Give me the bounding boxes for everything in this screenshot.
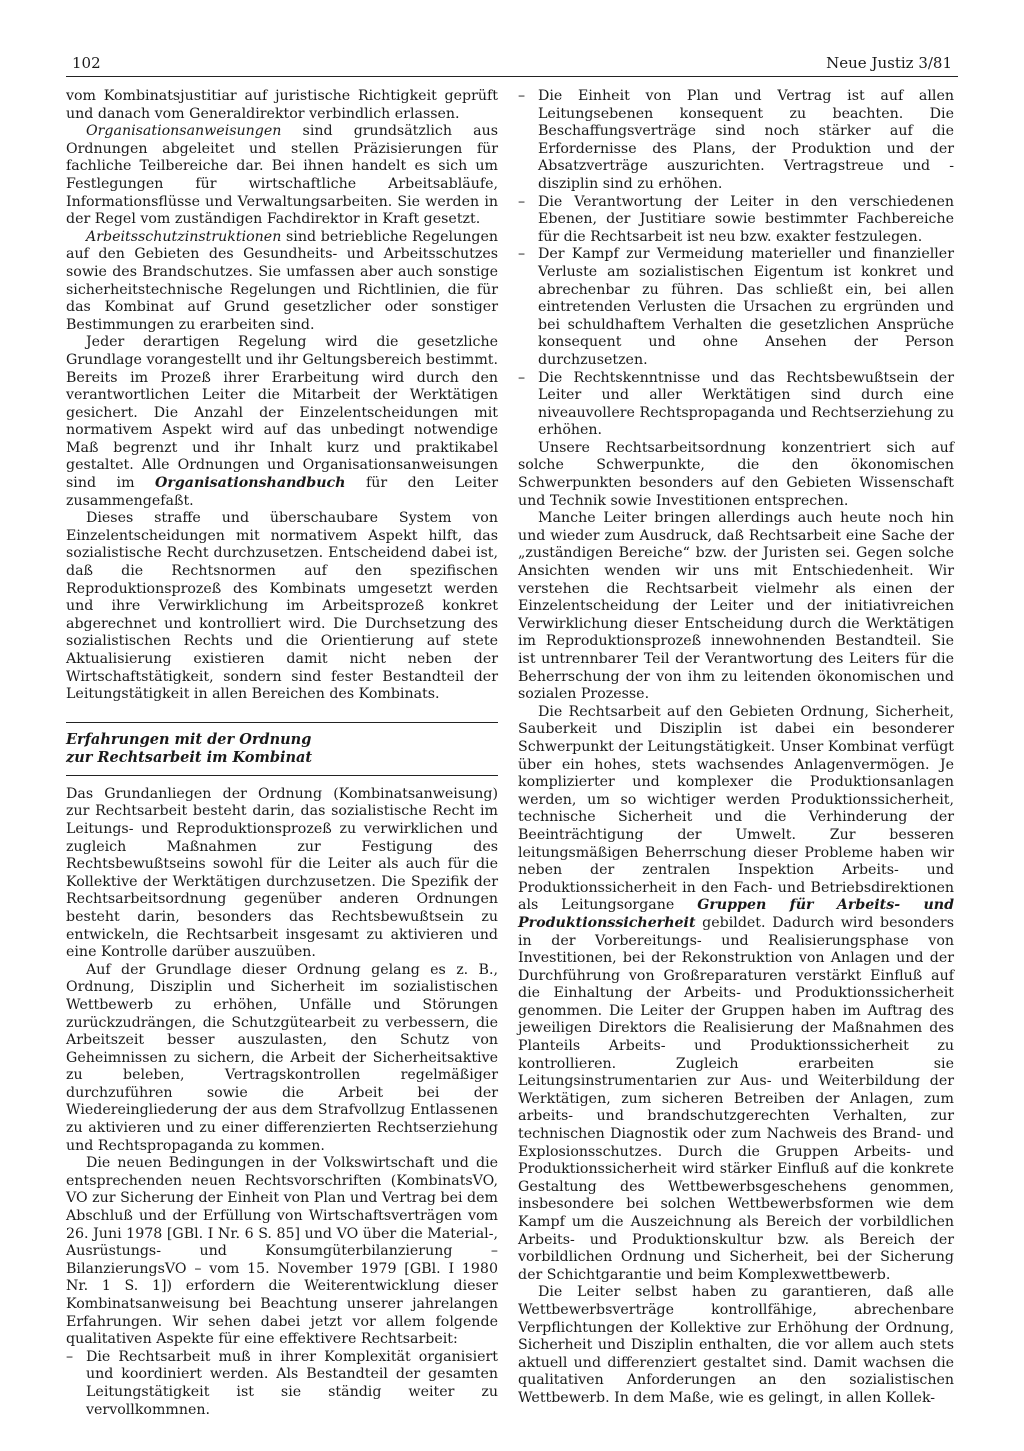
paragraph-3-text: sind betriebliche Regelungen auf den Gebieten des Gesundheits- und Arbeitsschutzes sowie des Brandschutzes. Sie umfassen aber auch sonstige sicherheitstechnische Regelungen und Richtlinien, die für das Kombinat auf Grund gesetzlicher oder sonstiger Bestimmungen zu erarbeiten sind.	[66, 228, 498, 333]
paragraph-4-text-a: Jeder derartigen Regelung wird die gesetzliche Grundlage vorangestellt und ihr Geltungsbereich bestimmt. Bereits im Prozeß ihrer Erarbeitung wird durch den verantwortlichen Leiter die Mitarbeit der Werktätigen gesichert. Die Anzahl der Einzelentscheidungen mit normativem Aspekt wird auf das unbedingt notwendige Maß begrenzt und ihr Inhalt kurz und praktikabel gestaltet. Alle Ordnungen und Organisationsanweisungen sind im	[66, 334, 498, 492]
dash-marker: –	[518, 193, 526, 210]
bullet-item-4-text: Der Kampf zur Vermeidung materieller und finanzieller Verluste am sozialistischen Eigentum ist konkret und abrechenbar zu führen. Das schließt ein, bei allen eintretenden Verlusten die Ursachen zu ergründen und bei schuldhaftem Verhalten die gesetzlichen Ansprüche konsequent und ohne Ansehen der Person durchzusetzen.	[538, 246, 954, 368]
bullet-item-4	[518, 246, 954, 369]
paragraph-arbeitsschutzinstruktionen	[66, 229, 498, 335]
dash-marker: –	[518, 88, 526, 104]
section-heading-line-1: Erfahrungen mit der Ordnung	[66, 730, 312, 748]
bullet-item-5	[518, 370, 954, 440]
dash-marker: –	[518, 246, 526, 263]
journal-issue: Neue Justiz 3/81	[826, 54, 952, 72]
term-organisationshandbuch: Organisationshandbuch	[155, 475, 346, 492]
section-rule-top	[66, 722, 498, 723]
paragraph-10: Manche Leiter bringen allerdings auch heute noch hin und wieder zum Ausdruck, daß Rechtsarbeit eine Sache der „zuständigen Bereiche“ bzw. der Juristen sei. Gegen solche Ansichten wenden wir uns mit Entschiedenheit. Wir verstehen die Rechtsarbeit vielmehr als einen der Einzelentscheidung der Leiter und der initiativreichen Verwirklichung dieser Entscheidung durch die Werktätigen im Reproduktionsprozeß innewohnenden Bestandteil. Sie ist untrennbarer Teil der Verantwortung des Leiters für die Beherrschung der von ihm zu leitenden ökonomischen und sozialen Prozesse.	[518, 510, 954, 703]
bullet-item-1	[66, 1349, 498, 1419]
paragraph-2-text: sind grundsätzlich aus Ordnungen abgeleitet und stellen Präzisierungen für fachliche Teilbereiche dar. Bei ihnen handelt es sich um Festlegungen für wirtschaftliche Arbeitsabläufe, Informationsflüsse und Verwaltungsarbeiten. Sie werden in der Regel vom zuständigen Fachdirektor in Kraft gesetzt.	[66, 123, 498, 228]
paragraph-8: Die neuen Bedingungen in der Volkswirtschaft und die entsprechenden neuen Rechtsvorschriften (KombinatsVO, VO zur Sicherung der Einheit von Plan und Vertrag bei dem Abschluß und der Erfüllung von Wirtschaftsverträgen vom 26. Juni 1978 [GBl. I Nr. 6 S. 85] und VO über die Material-, Ausrüstungs- und Konsumgüterbilanzierung – BilanzierungsVO – vom 15. November 1979 [GBl. I 1980 Nr. 1 S. 1]) erfordern die Weiterentwicklung dieser Kombinatsanweisung bei Beachtung unserer jahrelangen Erfahrungen. Wir sehen dabei jetzt vor allem folgende qualitativen Aspekte für eine effektivere Rechtsarbeit:	[66, 1155, 498, 1348]
section-rule-bottom	[66, 775, 498, 776]
term-gruppen-sicherheit: Gruppen für Arbeits- und Produktionssicherheit	[518, 897, 955, 931]
bullet-item-2	[518, 88, 954, 194]
term-arbeitsschutzinstruktionen: Arbeitsschutzinstruktionen	[86, 228, 282, 245]
paragraph-12: Die Leiter selbst haben zu garantieren, daß alle Wettbewerbsverträge kontrollfähige, abrechenbare Verpflichtungen der Kollektive zur Erhöhung der Ordnung, Sicherheit und Disziplin enthalten, die vor allem auch stets aktuell und differenziert gestaltet sind. Damit wachsen die qualitativen Anforderungen an den sozialistischen Wettbewerb. In dem Maße, wie es gelingt, in allen Kollek-	[518, 1284, 954, 1406]
paragraph-4	[66, 334, 498, 510]
dash-marker: –	[518, 369, 526, 386]
bullet-item-2-text: Die Einheit von Plan und Vertrag ist auf allen Leitungsebenen konsequent zu beachten. Die Beschaffungsverträge sind noch stärker auf die Erfordernisse des Plans, der Produktion und der Absatzverträge auszurichten. Vertragstreue und -disziplin sind zu erhöhen.	[538, 88, 954, 192]
left-column	[66, 88, 498, 1419]
paragraph-11-text-b: gebildet. Dadurch wird besonders in der Vorbereitungs- und Realisierungsphase von Investitionen, bei der Rekonstruktion von Anlagen und der Durchführung von Großreparaturen verstärkt Einfluß auf die Einhaltung der Arbeits- und Produktionssicherheit genommen. Die Leiter der Gruppen haben im Auftrag des jeweiligen Direktors die Realisierung der Maßnahmen des Planteils Arbeits- und Produktionssicherheit zu kontrollieren. Zugleich erarbeiten sie Leitungsinstrumentarien zur Aus- und Weiterbildung der Werktätigen, zum sicheren Betreiben der Anlagen, zum arbeits- und brandschutzgerechten Verhalten, zur technischen Diagnostik oder zum Nachweis des Brand- und Explosionsschutzes. Durch die Gruppen Arbeits- und Produktionssicherheit wird stärker Einfluß auf die konkrete Gestaltung des Wettbewerbsgeschehens genommen, insbesondere bei solchen Wettbewerbsformen wie dem Kampf um die Auszeichnung als Bereich der vorbildlichen Arbeits- und Produktionskultur bzw. als Bereich der vorbildlichen Ordnung und Sicherheit, bei der Sicherung der Schichtgarantie und beim Komplexwettbewerb.	[518, 914, 954, 1283]
bullet-item-5-text: Die Rechtskenntnisse und das Rechtsbewußtsein der Leiter und aller Werktätigen sind durch eine niveauvollere Rechtspropaganda und Rechtserziehung zu erhöhen.	[538, 369, 954, 439]
term-organisationsanweisungen: Organisationsanweisungen	[86, 123, 282, 140]
paragraph-organisationsanweisungen	[66, 123, 498, 229]
paragraph-5: Dieses straffe und überschaubare System von Einzelentscheidungen mit normativem Aspekt hilft, das sozialistische Recht durchzusetzen. Entscheidend dabei ist, daß die Rechtsnormen auf den spezifischen Reproduktionsprozeß des Kombinats umgesetzt werden und ihre Verwirklichung im Arbeitsprozeß konkret abgerechnet und kontrolliert wird. Die Durchsetzung des sozialistischen Rechts und die Orientierung auf stete Aktualisierung existieren damit nicht neben der Wirtschaftstätigkeit, sondern sind fester Bestandteil der Leitungstätigkeit in allen Bereichen des Kombinats.	[66, 510, 498, 703]
paragraph-1: vom Kombinatsjustitiar auf juristische Richtigkeit geprüft und danach vom Generaldirektor verbindlich erlassen.	[66, 88, 498, 122]
paragraph-6: Das Grundanliegen der Ordnung (Kombinatsanweisung) zur Rechtsarbeit besteht darin, das sozialistische Recht im Leitungs- und Reproduktionsprozeß zu verwirklichen und zugleich Maßnahmen zur Festigung des Rechtsbewußtseins sowohl für die Leiter als auch für die Kollektive der Werktätigen durchzusetzen. Die Spezifik der Rechtsarbeitsordnung gegenüber anderen Ordnungen besteht darin, besonders das Rechtsbewußtsein zu entwickeln, die Rechtsarbeit insgesamt zu aktivieren und eine Kontrolle darüber auszuüben.	[66, 785, 498, 961]
header-rule	[66, 76, 958, 77]
right-column	[518, 88, 954, 1408]
section-heading	[66, 731, 498, 767]
paragraph-7: Auf der Grundlage dieser Ordnung gelang es z. B., Ordnung, Disziplin und Sicherheit im sozialistischen Wettbewerb zu erhöhen, Unfälle und Störungen zurückzudrängen, die Schutzgütearbeit zu verbessern, die Arbeitszeit besser auszulasten, den Schutz von Geheimnissen zu sichern, die Arbeit der Sicherheitsaktive zu beleben, Vertragskontrollen regelmäßiger durchzuführen sowie die Arbeit bei der Wiedereingliederung der aus dem Strafvollzug Entlassenen zu aktivieren und zu einer differenzierten Rechtserziehung und Rechtspropaganda zu kommen.	[66, 961, 498, 1154]
bullet-item-3	[518, 194, 954, 247]
paragraph-9: Unsere Rechtsarbeitsordnung konzentriert sich auf solche Schwerpunkte, die den ökonomischen Schwerpunkten besonders auf den Gebieten Wissenschaft und Technik sowie Investitionen entsprechen.	[518, 439, 954, 509]
paragraph-11	[518, 704, 954, 1285]
section-heading-line-2: zur Rechtsarbeit im Kombinat	[66, 748, 313, 766]
bullet-item-1-text: Die Rechtsarbeit muß in ihrer Komplexität organisiert und koordiniert werden. Als Bestandteil der gesamten Leitungstätigkeit ist sie ständig weiter zu vervollkommnen.	[86, 1348, 498, 1418]
paragraph-11-text-a: Die Rechtsarbeit auf den Gebieten Ordnung, Sicherheit, Sauberkeit und Disziplin ist dabei ein besonderer Schwerpunkt der Leitungstätigkeit. Unser Kombinat verfügt über ein hohes, stets wachsendes Anlagenvermögen. Je komplizierter und komplexer die Produktionsanlagen werden, um so wichtiger werden Produktionssicherheit, technische Sicherheit und die Verhinderung der Beeinträchtigung der Umwelt. Zur besseren leitungsmäßigen Beherrschung dieser Probleme haben wir neben der zentralen Inspektion Arbeits- und Produktionssicherheit in den Fach- und Betriebsdirektionen als Leitungsorgane	[518, 703, 954, 914]
page-number: 102	[72, 54, 101, 72]
dash-marker: –	[66, 1348, 74, 1365]
bullet-item-3-text: Die Verantwortung der Leiter in den verschiedenen Ebenen, der Justitiare sowie bestimmter Fachbereiche für die Rechtsarbeit ist neu bzw. exakter festzulegen.	[538, 193, 954, 245]
paragraph-4-text-b: für den Leiter zusammengefaßt.	[66, 475, 498, 509]
